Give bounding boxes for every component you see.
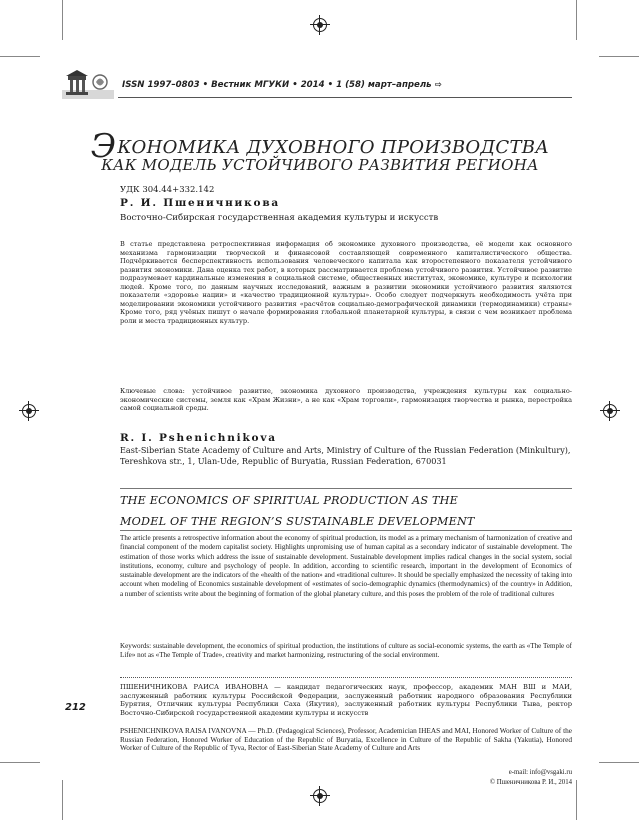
header-sep-1: • bbox=[202, 80, 212, 90]
header-journal: Вестник МГУКИ bbox=[211, 80, 290, 90]
crop-mark-top-right-h bbox=[599, 56, 639, 57]
title-en-bottom-rule bbox=[120, 530, 572, 531]
article-title-ru-line2: КАК МОДЕЛЬ УСТОЙЧИВОГО РАЗВИТИЯ РЕГИОНА bbox=[101, 156, 539, 174]
title-en-top-rule bbox=[120, 488, 572, 489]
keywords-ru: Ключевые слова: устойчивое развитие, экономика духовного производства, учреждения культуры как социально-экономические системы, земля как «Храм Жизни», а не как «Храм торговли», гармонизация творчества и рынка, перестройка самой социальной среды. bbox=[120, 387, 572, 413]
registration-mark-right-icon bbox=[603, 404, 617, 418]
journal-logo-icon bbox=[62, 70, 114, 100]
author-bio-ru: ПШЕНИЧНИКОВА РАИСА ИВАНОВНА — кандидат педагогических наук, профессор, академик МАН ВШ и МАИ, заслуженный работник культуры Российской Федерации, заслуженный работник народного образования Республики Бурятия, Отличник культуры Республики Саха (Якутия), заслуженный работник культуры Республики Тыва, ректор Восточно-Сибирской государственной академии культуры и искусств bbox=[120, 683, 572, 717]
author-email: e-mail: info@vsgaki.ru bbox=[508, 769, 572, 776]
crop-mark-bottom-left-h bbox=[0, 762, 40, 763]
udc-code: УДК 304.44+332.142 bbox=[120, 185, 215, 195]
abstract-en: The article presents a retrospective information about the economy of spiritual production, its model as a primary mechanism of harmonization of creative and financial component of the modern capitalist society. Highlights unpromising use of human capital as a secondary indicator of sustainable development. The estimation of those works which address the issue of sustainable development. Sustainable development implies radical changes in the social system, social institutions, economy, culture and psychology of people. In addition, according to scientific research, important in the development of Economics of sustainable development are the indicators of the «health of the nation» and «traditional culture». It should be specially emphasized the necessity of taking into account when modeling of Economics sustainable development of «estimates of socio-demographic dynamics (thermodynamics) of the country» in Addition, a number of scientists write about the beginning of formation of the global planetary culture, and this poses the problem of the role of traditional cultures bbox=[120, 534, 572, 598]
keywords-en: Keywords: sustainable development, the economics of spiritual production, the institutions of culture as social-economic systems, the earth as «The Temple of Life» not as «The Temple of Trade», creativity and market harmonizing, restructuring of the social environment. bbox=[120, 642, 572, 660]
author-ru: Р. И. Пшеничникова bbox=[120, 197, 281, 209]
copyright: © Пшеничникова Р. И., 2014 bbox=[489, 779, 572, 786]
header-year: 2014 bbox=[300, 80, 325, 90]
author-bio-en: PSHENICHNIKOVA RAISA IVANOVNA — Ph.D. (Pedagogical Sciences), Professor, Academician IHEAS and MAI, Honored Worker of Culture of the Russian Federation, Honored Worker of Education of the Republic of Buryatia, Excellence in Culture of the Republic of Sakha (Yakutia), Honored Worker of Culture of the Republic of Tyva, Rector of East-Siberian State Academy of Culture and Arts bbox=[120, 726, 572, 753]
registration-mark-top-icon bbox=[313, 18, 327, 32]
page-number: 212 bbox=[65, 702, 86, 713]
header-issn: ISSN 1997–0803 bbox=[122, 80, 200, 90]
header-sep-2: • bbox=[292, 80, 301, 90]
affiliation-ru: Восточно-Сибирская государственная академия культуры и искусств bbox=[120, 213, 439, 223]
bio-divider bbox=[120, 677, 572, 678]
title-line1-rest: КОНОМИКА ДУХОВНОГО ПРОИЗВОДСТВА bbox=[117, 137, 550, 158]
abstract-ru: В статье представлена ретроспективная информация об экономике духовного производства, её модели как основного механизма гармонизации творческой и финансовой составляющей современного капиталистического общества. Подчёркивается бесперспективность использования человеческого капитала как второстепенного показателя устойчивого развития экономики. Дана оценка тех работ, в которых рассматривается проблема устойчивого развития. Устойчивое развитие подразумевает кардинальные изменения в социальной системе, общественных институтах, экономике, культуре и психологии людей. Кроме того, по данным научных исследований, важным в развитии экономики устойчивого развития являются показатели «здоровье нации» и «качество традиционной культуры». Особо следует подчеркнуть необходимость учёта при моделировании экономики устойчивого развития «расчётов социально-демографической динамики (термодинамики) страны» Кроме того, ряд учёных пишут о начале формирования глобальной планетарной культуры, в связи с чем возникает проблема роли и места традиционных культур. bbox=[120, 240, 572, 325]
crop-mark-bottom-right-v bbox=[576, 780, 577, 820]
crop-mark-top-right-v bbox=[576, 0, 577, 40]
registration-mark-bottom-icon bbox=[313, 789, 327, 803]
journal-header bbox=[122, 80, 442, 90]
crop-mark-top-left-v bbox=[62, 0, 63, 40]
header-rule bbox=[118, 97, 572, 98]
author-en: R. I. Pshenichnikova bbox=[120, 432, 277, 444]
header-sep-3: • bbox=[327, 80, 337, 90]
article-title-en-line1: THE ECONOMICS OF SPIRITUAL PRODUCTION AS THE bbox=[120, 494, 458, 507]
crop-mark-top-left-h bbox=[0, 56, 40, 57]
header-arrow-icon: ⇨ bbox=[434, 80, 442, 90]
affiliation-en: East-Siberian State Academy of Culture and Arts, Ministry of Culture of the Russian Federation (Minkultury), Tereshkova str., 1, Ulan-Ude, Republic of Buryatia, Russian Federation, 670031 bbox=[120, 445, 571, 466]
title-initial: Э bbox=[90, 126, 117, 165]
article-title-en-line2: MODEL OF THE REGION’S SUSTAINABLE DEVELOPMENT bbox=[120, 515, 475, 528]
crop-mark-bottom-right-h bbox=[599, 762, 639, 763]
registration-mark-left-icon bbox=[22, 404, 36, 418]
crop-mark-bottom-left-v bbox=[62, 780, 63, 820]
header-issue: 1 (58) март–апрель bbox=[336, 80, 432, 90]
